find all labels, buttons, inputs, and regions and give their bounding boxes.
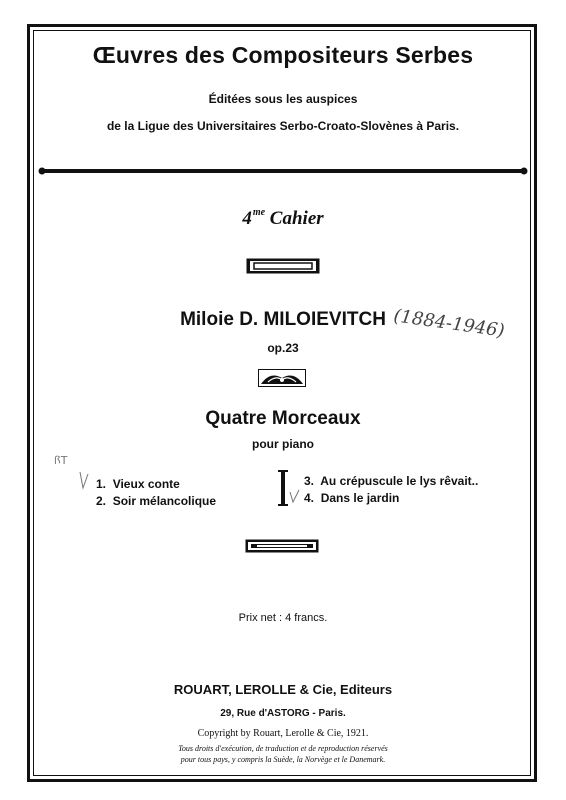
opus-number: op.23: [267, 341, 299, 355]
cahier-number: 4: [242, 208, 252, 229]
column-separator-bracket: [278, 470, 288, 506]
ornament-frame-icon: [246, 258, 320, 274]
work-title: Quatre Morceaux: [205, 408, 361, 429]
section-divider-rule: [38, 167, 528, 175]
publisher-name: ROUART, LEROLLE & Cie, Editeurs: [173, 682, 393, 697]
cahier-label: Cahier: [269, 208, 324, 229]
pencil-margin-note: ꟗT: [54, 454, 68, 467]
pencil-checkmark-icon: [50, 448, 90, 500]
cahier-heading: [0, 207, 566, 230]
handwritten-dates: [387, 300, 519, 344]
piece-item: 1. Vieux conte: [96, 477, 180, 491]
published-line: Éditées sous les auspices: [208, 92, 358, 106]
piece-item: 4. Dans le jardin: [304, 491, 400, 505]
copyright-line: Copyright by Rouart, Lerolle & Cie, 1921.: [197, 728, 369, 739]
inner-frame: [33, 30, 531, 776]
rights-notice-line-2: pour tous pays, y compris la Suède, la Norvège et le Danemark.: [180, 755, 386, 764]
cahier-suffix: me: [252, 207, 266, 218]
publisher-address: 29, Rue d'ASTORG - Paris.: [220, 708, 346, 719]
composer-name: Miloie D. MILOIEVITCH: [180, 309, 386, 330]
instrumentation: pour piano: [252, 437, 314, 451]
rights-notice-line-1: Tous droits d'exécution, de traduction et de reproduction réservés: [178, 744, 388, 753]
ornament-bow-icon: [258, 369, 306, 387]
league-line: de la Ligue des Universitaires Serbo-Croato-Slovènes à Paris.: [106, 119, 460, 133]
ornament-bar-icon: [245, 539, 319, 553]
series-title: Œuvres des Compositeurs Serbes: [92, 42, 474, 68]
piece-item: 3. Au crépuscule le lys rêvait..: [304, 474, 479, 488]
handwritten-dates-text: (1884-1946): [392, 305, 506, 342]
piece-item: 2. Soir mélancolique: [96, 494, 217, 508]
pencil-checkmark-icon: [289, 488, 301, 504]
price-line: Prix net : 4 francs.: [238, 612, 328, 624]
